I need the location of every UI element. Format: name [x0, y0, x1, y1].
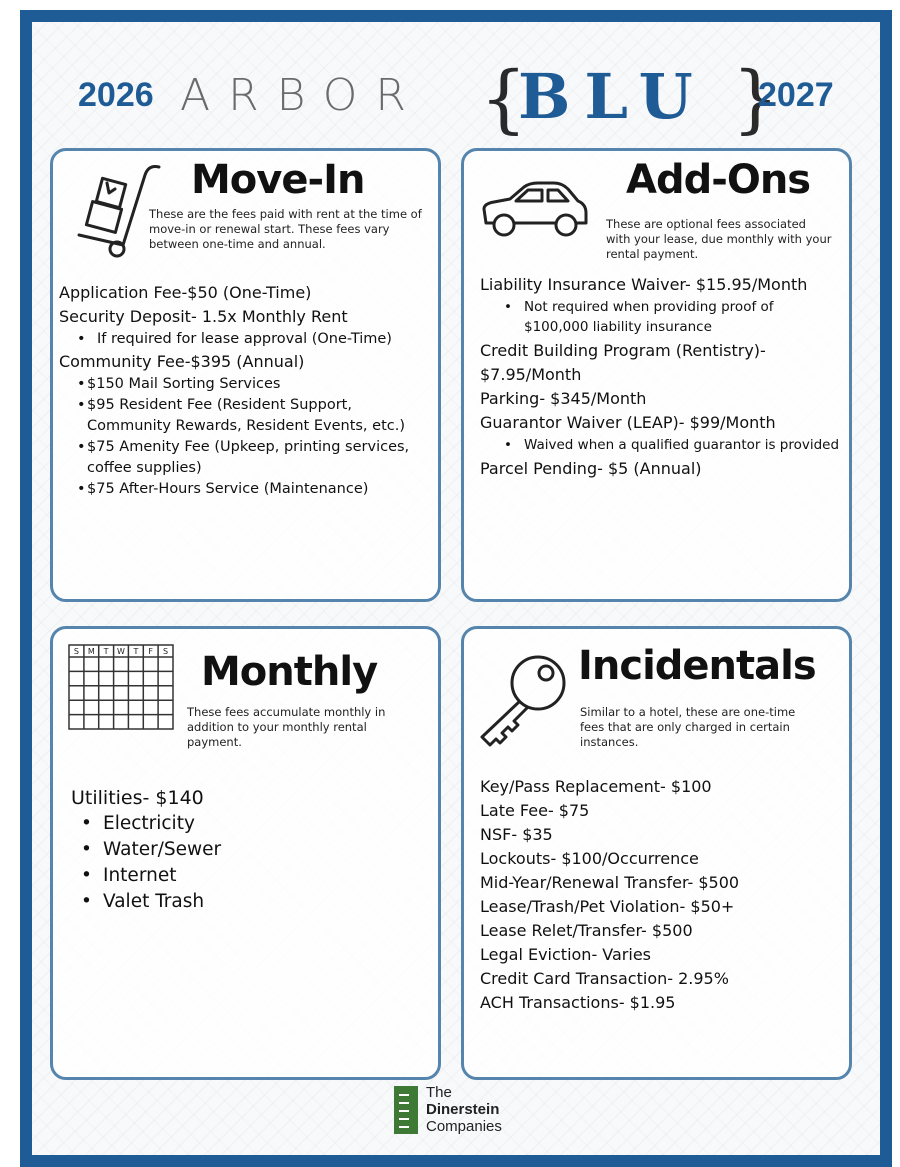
monthly-subitem: • Internet [71, 863, 421, 889]
move-in-subitem: • $150 Mail Sorting Services [59, 374, 434, 395]
incidentals-item: ACH Transactions- $1.95 [480, 993, 676, 1012]
monthly-subitem: • Water/Sewer [71, 837, 421, 863]
add-ons-title: Add-Ons [626, 157, 811, 203]
car-icon [480, 179, 588, 241]
incidentals-item: Lease/Trash/Pet Violation- $50+ [480, 897, 735, 916]
calendar-day-label: S [163, 647, 169, 656]
incidentals-item: Lease Relet/Transfer- $500 [480, 921, 693, 940]
brace-open: { [480, 56, 528, 142]
calendar-day-label: T [133, 647, 139, 656]
move-in-item: Community Fee-$395 (Annual) [59, 352, 305, 371]
footer-logo [384, 1082, 554, 1138]
calendar-day-label: T [103, 647, 109, 656]
incidentals-item: Credit Card Transaction- 2.95% [480, 969, 729, 988]
incidentals-description: Similar to a hotel, these are one-time fees that are only charged in certain instances. [580, 705, 796, 749]
monthly-subitem: • Valet Trash [71, 889, 421, 915]
move-in-item: Application Fee-$50 (One-Time) [59, 283, 312, 302]
brace-close: } [732, 56, 780, 142]
company-name-line2: Dinerstein [426, 1101, 500, 1118]
incidentals-item: Lockouts- $100/Occurrence [480, 849, 699, 868]
move-in-title: Move-In [191, 157, 365, 203]
move-in-subitem: • $75 After-Hours Service (Maintenance) [59, 479, 434, 500]
monthly-description: These fees accumulate monthly in addition to your monthly rental payment. [187, 705, 386, 749]
company-name-line3: Companies [426, 1118, 502, 1135]
page-header [32, 56, 880, 142]
key-icon [476, 651, 572, 747]
year-end: 2027 [758, 76, 834, 114]
incidentals-item: Late Fee- $75 [480, 801, 590, 820]
monthly-title: Monthly [201, 649, 378, 695]
calendar-day-label: W [117, 647, 125, 656]
brand-blu: BLU [518, 60, 707, 133]
page-frame [20, 10, 892, 1167]
move-in-subitem: • If required for lease approval (One-Time) [59, 329, 434, 350]
year-start: 2026 [78, 76, 154, 114]
add-ons-subitem: • Not required when providing proof of $100,000 liability insurance [480, 297, 842, 337]
add-ons-item: Guarantor Waiver (LEAP)- $99/Month [480, 413, 776, 432]
incidentals-item: Legal Eviction- Varies [480, 945, 652, 964]
monthly-subitem: • Electricity [71, 811, 421, 837]
monthly-card [50, 626, 441, 1080]
incidentals-card [461, 626, 852, 1080]
brand-arbor: ARBOR [180, 70, 424, 121]
incidentals-item: Key/Pass Replacement- $100 [480, 777, 712, 796]
add-ons-card [461, 148, 852, 602]
calendar-day-label: M [87, 647, 95, 656]
company-name-line1: The [426, 1084, 452, 1101]
move-in-subitem: • $75 Amenity Fee (Upkeep, printing services, coffee supplies) [59, 437, 434, 479]
add-ons-item: Parcel Pending- $5 (Annual) [480, 459, 702, 478]
incidentals-item: NSF- $35 [480, 825, 553, 844]
add-ons-item: Credit Building Program (Rentistry)- $7.95/Month [480, 341, 766, 384]
add-ons-item: Parking- $345/Month [480, 389, 647, 408]
move-in-subitem: • $95 Resident Fee (Resident Support, Community Rewards, Resident Events, etc.) [59, 395, 434, 437]
add-ons-subitem: • Waived when a qualified guarantor is provided [480, 435, 842, 455]
calendar-day-label: F [148, 647, 154, 656]
incidentals-item: Mid-Year/Renewal Transfer- $500 [480, 873, 740, 892]
move-in-item: Security Deposit- 1.5x Monthly Rent [59, 307, 348, 326]
incidentals-title: Incidentals [578, 643, 816, 689]
calendar-icon [67, 643, 175, 733]
add-ons-description: These are optional fees associated with your lease, due monthly with your rental payment. [606, 217, 832, 261]
move-in-card [50, 148, 441, 602]
dinerstein-logo-icon [394, 1086, 418, 1134]
monthly-item: Utilities- $140 [71, 787, 204, 809]
move-in-description: These are the fees paid with rent at the time of move-in or renewal start. These fees vary between one-time and annual. [149, 207, 422, 251]
add-ons-item: Liability Insurance Waiver- $15.95/Month [480, 275, 808, 294]
calendar-day-label: S [73, 647, 79, 656]
company-name [426, 1084, 502, 1135]
